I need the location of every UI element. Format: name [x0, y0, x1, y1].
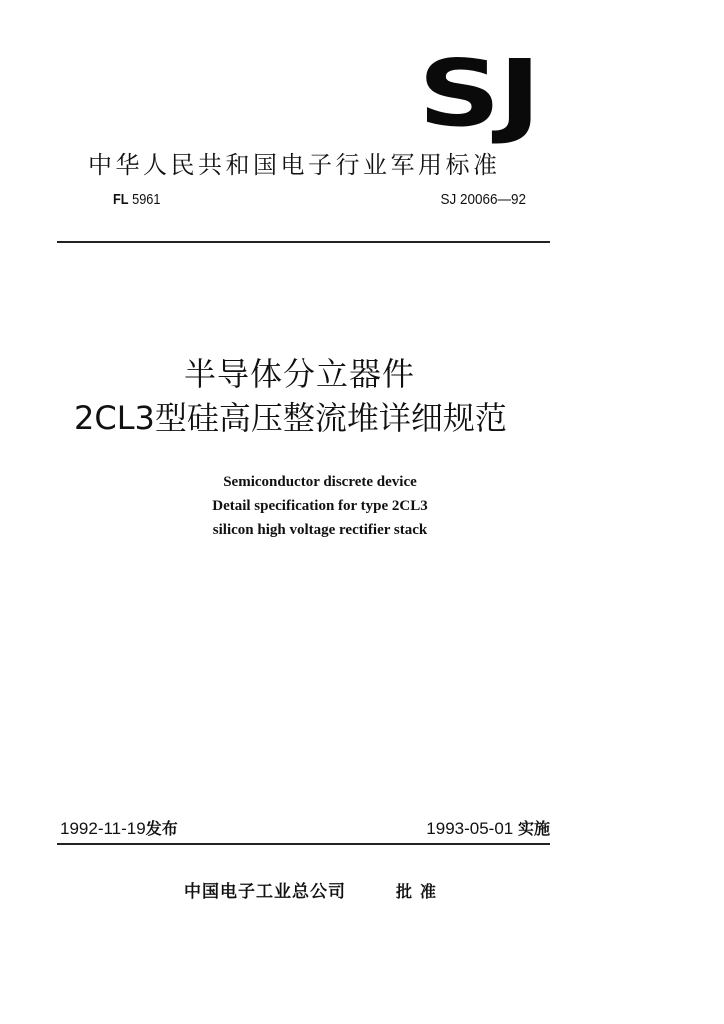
issuing-organization: 中国电子工业总公司: [184, 882, 346, 902]
issue-date: [60, 818, 178, 840]
implementation-date-value: 1993-05-01: [426, 819, 514, 838]
document-title-zh-line1: 半导体分立器件: [184, 355, 416, 393]
fl-prefix: FL: [113, 191, 129, 208]
implementation-date: [426, 818, 550, 840]
footer-divider: [57, 843, 550, 845]
document-title-en-line2: Detail specification for type 2CL3: [212, 498, 428, 514]
implementation-date-label: 实施: [517, 819, 550, 838]
fl-number: 5961: [132, 191, 161, 208]
standard-number: SJ 20066—92: [440, 191, 526, 208]
document-title-en-line3: silicon high voltage rectifier stack: [212, 522, 428, 538]
document-title-zh-line2: 2CL3型硅高压整流堆详细规范: [74, 399, 507, 437]
issue-date-value: 1992-11-19: [60, 819, 146, 838]
issue-date-label: 发布: [145, 819, 178, 838]
header-divider: [57, 241, 550, 243]
standard-category-title: 中华人民共和国电子行业军用标准: [88, 151, 501, 179]
document-title-en-line1: Semiconductor discrete device: [223, 474, 417, 490]
fl-classification-code: [113, 190, 160, 210]
sj-logo: SJ: [418, 40, 539, 147]
document-title-en: [170, 470, 470, 542]
approval-label: 批准: [396, 882, 445, 901]
